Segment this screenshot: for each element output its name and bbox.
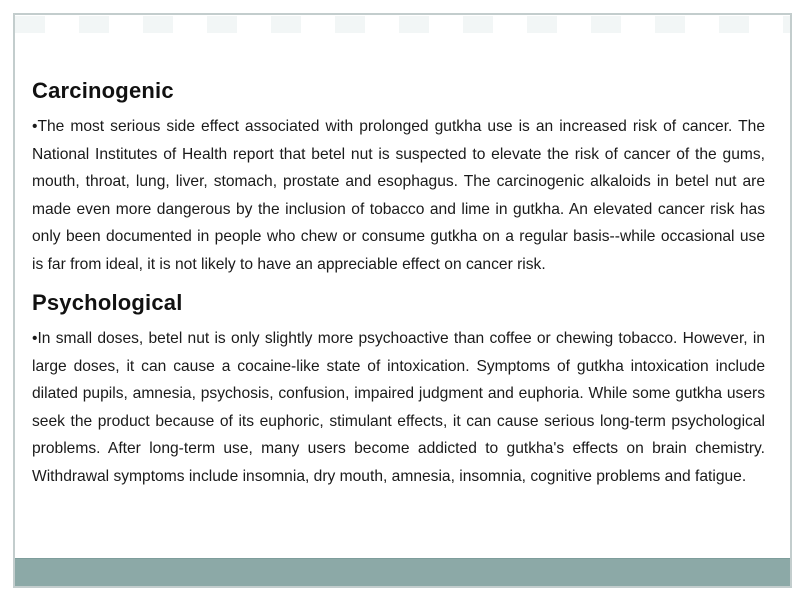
- section-paragraph-psychological: •In small doses, betel nut is only slightly more psychoactive than coffee or chewing tobacco. However, in large doses, it can cause a cocaine-like state of intoxication. Symptoms of gutkha intoxication include dilated pupils, amnesia, psychosis, confusion, impaired judgment and euphoria. While some gutkha users seek the product because of its euphoric, stimulant effects, it can cause serious long-term psychological problems. After long-term use, many users become addicted to gutkha's effects on brain chemistry. Withdrawal symptoms include insomnia, dry mouth, amnesia, insomnia, cognitive problems and fatigue.: [32, 330, 765, 485]
- bottom-accent-band: [15, 558, 790, 586]
- section-heading-carcinogenic: Carcinogenic: [32, 78, 174, 103]
- section-heading-psychological: Psychological: [32, 290, 183, 315]
- slide-frame: [13, 13, 792, 588]
- section-paragraph-carcinogenic: •The most serious side effect associated with prolonged gutkha use is an increased risk of cancer. The National Institutes of Health report that betel nut is suspected to elevate the risk of cancer of the gums, mouth, throat, lung, liver, stomach, prostate and esophagus. The carcinogenic alkaloids in betel nut are made even more dangerous by the inclusion of tobacco and lime in gutkha. An elevated cancer risk has only been documented in people who chew or consume gutkha on a regular basis--while occasional use is far from ideal, it is not likely to have an appreciable effect on cancer risk.: [32, 118, 765, 273]
- slide-content: [15, 15, 790, 490]
